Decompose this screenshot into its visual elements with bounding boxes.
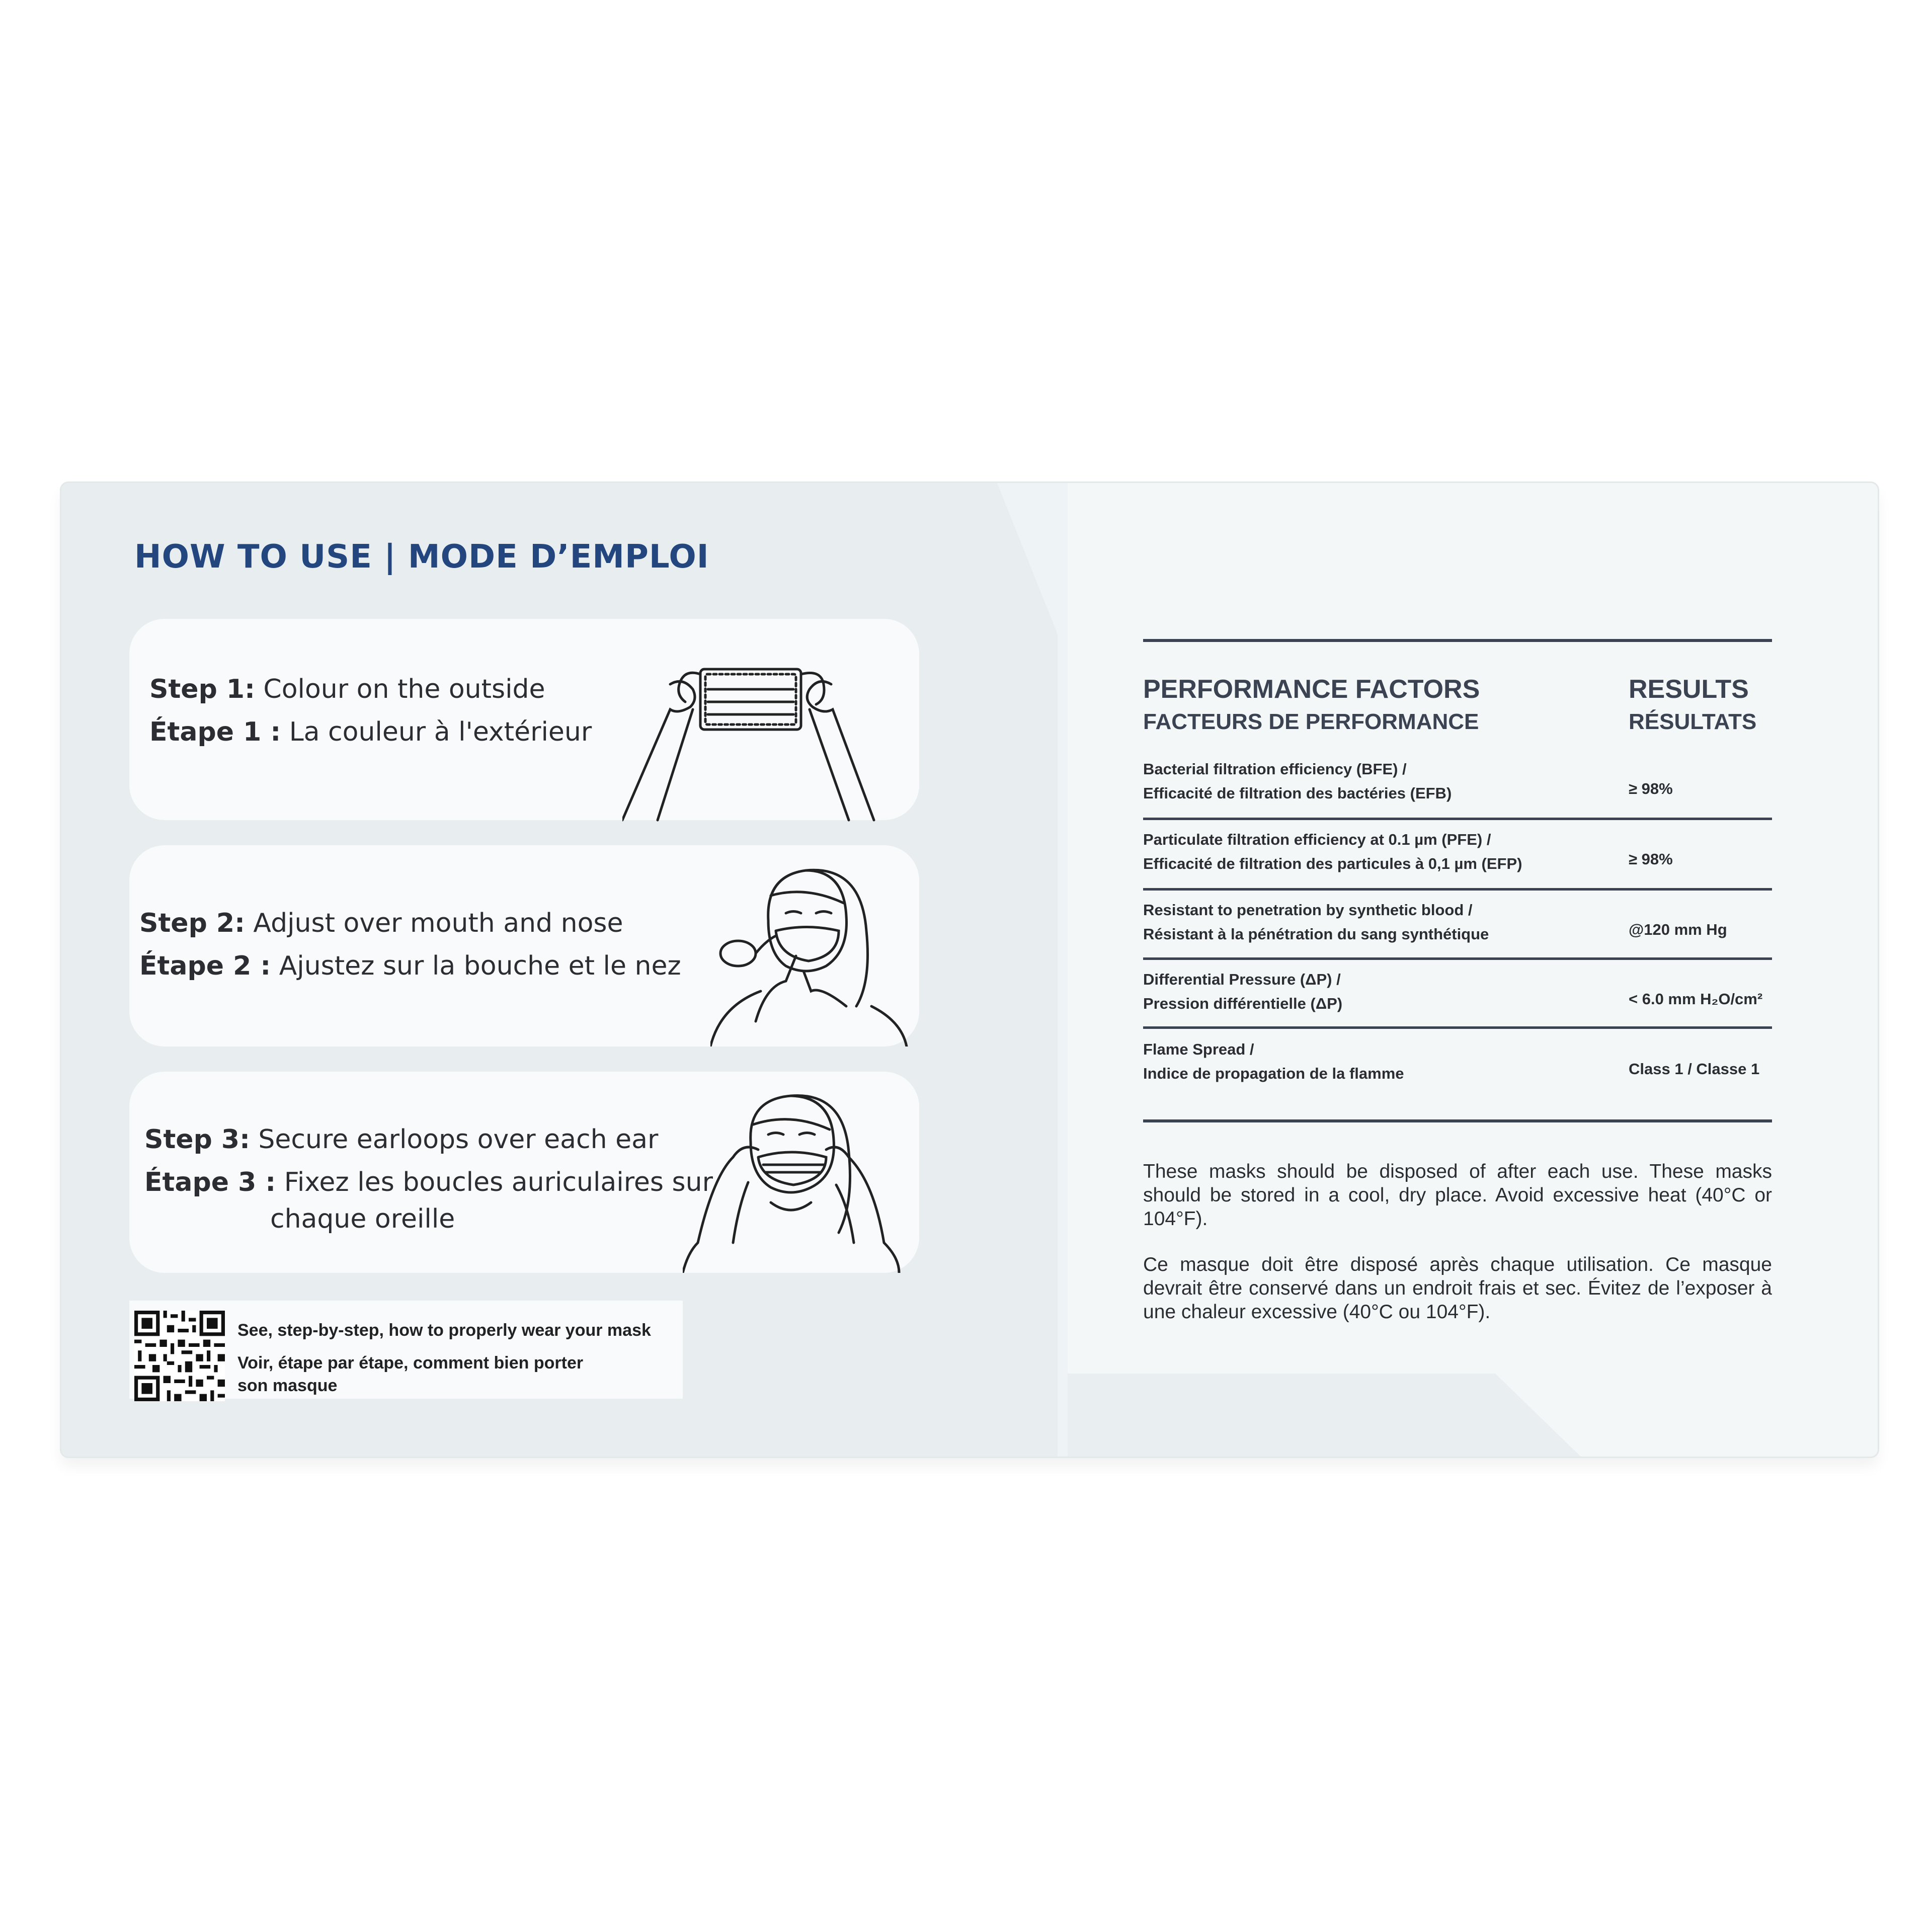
qr-code-section xyxy=(129,1301,683,1399)
woman-adjusting-mask-illustration xyxy=(710,855,912,1046)
step-2-en-text: Adjust over mouth and nose xyxy=(253,908,623,938)
step-3-fr-continued: chaque oreille xyxy=(270,1204,455,1234)
row-divider xyxy=(1143,957,1772,960)
qr-caption-en: See, step-by-step, how to properly wear your mask xyxy=(237,1321,651,1340)
row-divider xyxy=(1143,888,1772,891)
row-pfe-value: ≥ 98% xyxy=(1629,850,1673,868)
table-row-pressure-label xyxy=(1143,968,1342,1016)
qr-caption-fr-line1: Voir, étape par étape, comment bien porter xyxy=(237,1353,584,1373)
storage-note-fr: Ce masque doit être disposé après chaque utilisation. Ce masque devrait être conservé dans un endroit frais et sec. Évitez de l’exposer à une chaleur excessive (40°C ou 104°F). xyxy=(1143,1254,1772,1323)
table-row-bfe-label xyxy=(1143,757,1452,806)
step-3-en-label: Step 3: xyxy=(144,1124,250,1155)
row-flame-en: Flame Spread / xyxy=(1143,1040,1254,1058)
row-flame-value: Class 1 / Classe 1 xyxy=(1629,1060,1760,1078)
step-3-card xyxy=(129,1072,919,1273)
mask-box-back-panel xyxy=(61,483,1878,1457)
row-pressure-fr: Pression différentielle (ΔP) xyxy=(1143,995,1343,1012)
row-divider xyxy=(1143,818,1772,820)
header-factors-en: PERFORMANCE FACTORS xyxy=(1143,675,1480,704)
step-2-fr-label: Étape 2 : xyxy=(139,951,271,981)
row-blood-en: Resistant to penetration by synthetic blood / xyxy=(1143,901,1473,919)
step-2-card xyxy=(129,845,919,1046)
step-1-card xyxy=(129,619,919,820)
step-2-en xyxy=(139,908,623,938)
table-row-flame-label xyxy=(1143,1037,1404,1086)
table-row-blood-label xyxy=(1143,898,1489,946)
qr-code[interactable] xyxy=(134,1311,225,1401)
step-3-en xyxy=(144,1124,658,1155)
row-blood-value: @120 mm Hg xyxy=(1629,921,1727,938)
row-pressure-value: < 6.0 mm H₂O/cm² xyxy=(1629,990,1763,1008)
step-3-fr xyxy=(144,1167,713,1197)
row-bfe-fr: Efficacité de filtration des bactéries (EFB) xyxy=(1143,784,1452,802)
table-bottom-rule xyxy=(1143,1119,1772,1122)
qr-caption-fr-line2: son masque xyxy=(237,1376,338,1395)
row-bfe-en: Bacterial filtration efficiency (BFE) / xyxy=(1143,760,1407,778)
table-top-rule xyxy=(1143,639,1772,642)
step-2-en-label: Step 2: xyxy=(139,908,245,938)
row-bfe-value: ≥ 98% xyxy=(1629,780,1673,797)
header-results-en: RESULTS xyxy=(1629,675,1749,704)
step-1-fr xyxy=(149,717,592,747)
how-to-use-heading: HOW TO USE | MODE D’EMPLOI xyxy=(134,538,709,576)
row-pressure-en: Differential Pressure (ΔP) / xyxy=(1143,971,1341,988)
row-flame-fr: Indice de propagation de la flamme xyxy=(1143,1065,1404,1082)
step-1-fr-text: La couleur à l'extérieur xyxy=(289,717,592,747)
step-3-fr-label: Étape 3 : xyxy=(144,1167,276,1197)
step-2-fr-text: Ajustez sur la bouche et le nez xyxy=(279,951,681,981)
step-1-fr-label: Étape 1 : xyxy=(149,717,281,747)
header-results-fr: RÉSULTATS xyxy=(1629,709,1757,734)
step-3-en-text: Secure earloops over each ear xyxy=(258,1124,659,1155)
step-1-en xyxy=(149,674,545,704)
step-2-fr xyxy=(139,951,681,981)
step-1-en-text: Colour on the outside xyxy=(263,674,545,704)
woman-securing-earloops-illustration xyxy=(683,1082,904,1273)
table-row-pfe-label xyxy=(1143,828,1522,876)
row-pfe-fr: Efficacité de filtration des particules à 0,1 µm (EFP) xyxy=(1143,855,1522,872)
row-pfe-en: Particulate filtration efficiency at 0.1 µm (PFE) / xyxy=(1143,831,1491,848)
step-3-fr-text: Fixez les boucles auriculaires sur xyxy=(284,1167,713,1197)
row-divider xyxy=(1143,1026,1772,1029)
step-1-en-label: Step 1: xyxy=(149,674,255,704)
hands-holding-mask-illustration xyxy=(622,659,884,825)
storage-note-en: These masks should be disposed of after each use. These masks should be stored in a cool, dry place. Avoid excessive heat (40°C or 104°F). xyxy=(1143,1161,1772,1230)
header-factors-fr: FACTEURS DE PERFORMANCE xyxy=(1143,709,1479,734)
row-blood-fr: Résistant à la pénétration du sang synthétique xyxy=(1143,925,1489,943)
